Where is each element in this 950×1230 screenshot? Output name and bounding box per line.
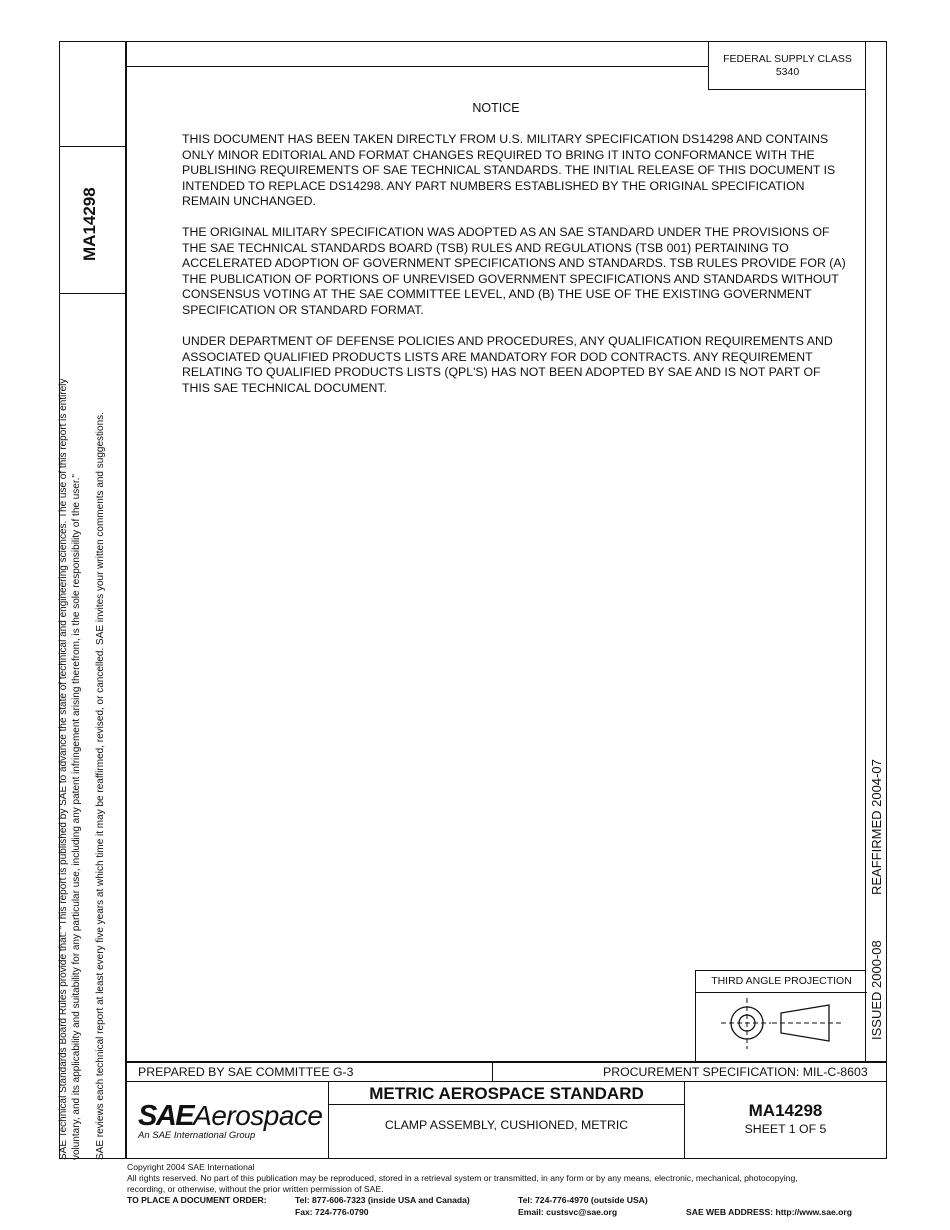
issued-date: ISSUED 2000-08 [869,940,884,1040]
email-address: Email: custsvc@sae.org [518,1207,618,1217]
fsc-value: 5340 [775,66,800,78]
notice-paragraph-2: THE ORIGINAL MILITARY SPECIFICATION WAS ADOPTED AS AN SAE STANDARD UNDER THE PROVISIONS OF THE SAE TECHNICAL STANDARDS BOARD (TSB) RULES AND REGULATIONS (TSB 001) PERTAINING TO ACCELERATED ADOPTION OF GOVERNMENT SPECIFICATIONS AND STANDARDS. TSB RULES PROVIDE FOR (A) THE PUBLICATION OF PORTIONS OF UNREVISED GOVERNMENT SPECIFICATIONS AND STANDARDS WITHOUT CONSENSUS VOTING AT THE SAE COMMITTEE LEVEL, AND (B) THE USE OF THE EXISTING GOVERNMENT SPECIFICATION OR STANDARD FORMAT. [182,225,846,317]
side-doc-number: MA14298 [80,187,99,261]
footer-rights-line1: All rights reserved. No part of this publication may be reproduced, stored in a retrieval system or transmitted, in any form or by any means, electronic, mechanical, photocopying, [127,1173,798,1183]
notice-paragraph-1: THIS DOCUMENT HAS BEEN TAKEN DIRECTLY FROM U.S. MILITARY SPECIFICATION DS14298 AND CONTAINS ONLY MINOR EDITORIAL AND FORMAT CHANGES REQUIRED TO BRING IT INTO CONFORMANCE WITH THE PUBLISHING REQUIREMENTS OF SAE TECHNICAL STANDARDS. THE INITIAL RELEASE OF THIS DOCUMENT IS INTENDED TO REPLACE DS14298. ANY PART NUMBERS ESTABLISHED BY THE ORIGINAL SPECIFICATION REMAIN UNCHANGED. [182,132,836,209]
logo-tagline: An SAE International Group [138,1130,256,1141]
reaffirmed-date: REAFFIRMED 2004-07 [869,759,884,895]
doc-number-box-top [59,146,126,147]
sae-aerospace-logo [138,1100,323,1141]
fsc-label: FEDERAL SUPPLY CLASS [723,53,852,65]
projection-label: THIRD ANGLE PROJECTION [711,975,852,987]
footer-copyright: Copyright 2004 SAE International [127,1162,255,1172]
logo-aerospace: Aerospace [193,1100,323,1131]
logo-sae: SAE [138,1100,194,1132]
side-disclaimer-line1: SAE Technical Standards Board Rules provide that: "This report is published by SAE to advance the state of technical and engineering sciences. The use of this report is entirely [58,378,69,1160]
web-address: SAE WEB ADDRESS: http://www.sae.org [686,1207,852,1217]
third-angle-projection-symbol [696,993,867,1063]
procurement-specification: PROCUREMENT SPECIFICATION: MIL-C-8603 [603,1065,868,1079]
federal-supply-class-box [708,41,866,90]
left-column-divider [125,41,127,1159]
tel-outside-usa: Tel: 724-776-4970 (outside USA) [518,1195,648,1205]
title-block-mid-divider [492,1061,493,1082]
prepared-by: PREPARED BY SAE COMMITTEE G-3 [138,1065,354,1079]
fax-number: Fax: 724-776-0790 [295,1207,369,1217]
order-label: TO PLACE A DOCUMENT ORDER: [127,1195,267,1205]
side-review-note: SAE reviews each technical report at least every five years at which time it may be reaffirmed, revised, or cancelled. SAE invites your written comments and suggestions. [95,412,106,1160]
notice-paragraph-3: UNDER DEPARTMENT OF DEFENSE POLICIES AND PROCEDURES, ANY QUALIFICATION REQUIREMENTS AND ASSOCIATED QUALIFIED PRODUCTS LISTS ARE MANDATORY FOR DOD CONTRACTS. ANY REQUIREMENT RELATING TO QUALIFIED PRODUCTS LISTS (QPL'S) HAS NOT BEEN ADOPTED BY SAE AND IS NOT PART OF THIS SAE TECHNICAL DOCUMENT. [182,334,833,395]
standard-title-underline [328,1104,685,1105]
third-angle-projection-box [695,970,866,1062]
part-description: CLAMP ASSEMBLY, CUSHIONED, METRIC [384,1118,629,1132]
footer-rights-line2: recording, or otherwise, without the prior written permission of SAE. [127,1184,384,1194]
notice-title: NOTICE [472,101,520,115]
standard-title: METRIC AEROSPACE STANDARD [369,1084,644,1103]
title-block-top [126,1061,887,1063]
doc-number-box-bottom [59,293,126,294]
side-disclaimer-line2: voluntary, and its applicability and suitability for any particular use, including any patent infringement arising therefrom, is the sole responsibility of the user." [71,474,82,1160]
right-column-divider [865,41,866,1062]
header-line [126,66,708,67]
title-block-row-divider [126,1081,887,1082]
title-block-doc-number: MA14298 [748,1101,823,1120]
sheet-number: SHEET 1 OF 5 [744,1122,827,1136]
tel-usa: Tel: 877-606-7323 (inside USA and Canada) [295,1195,470,1205]
